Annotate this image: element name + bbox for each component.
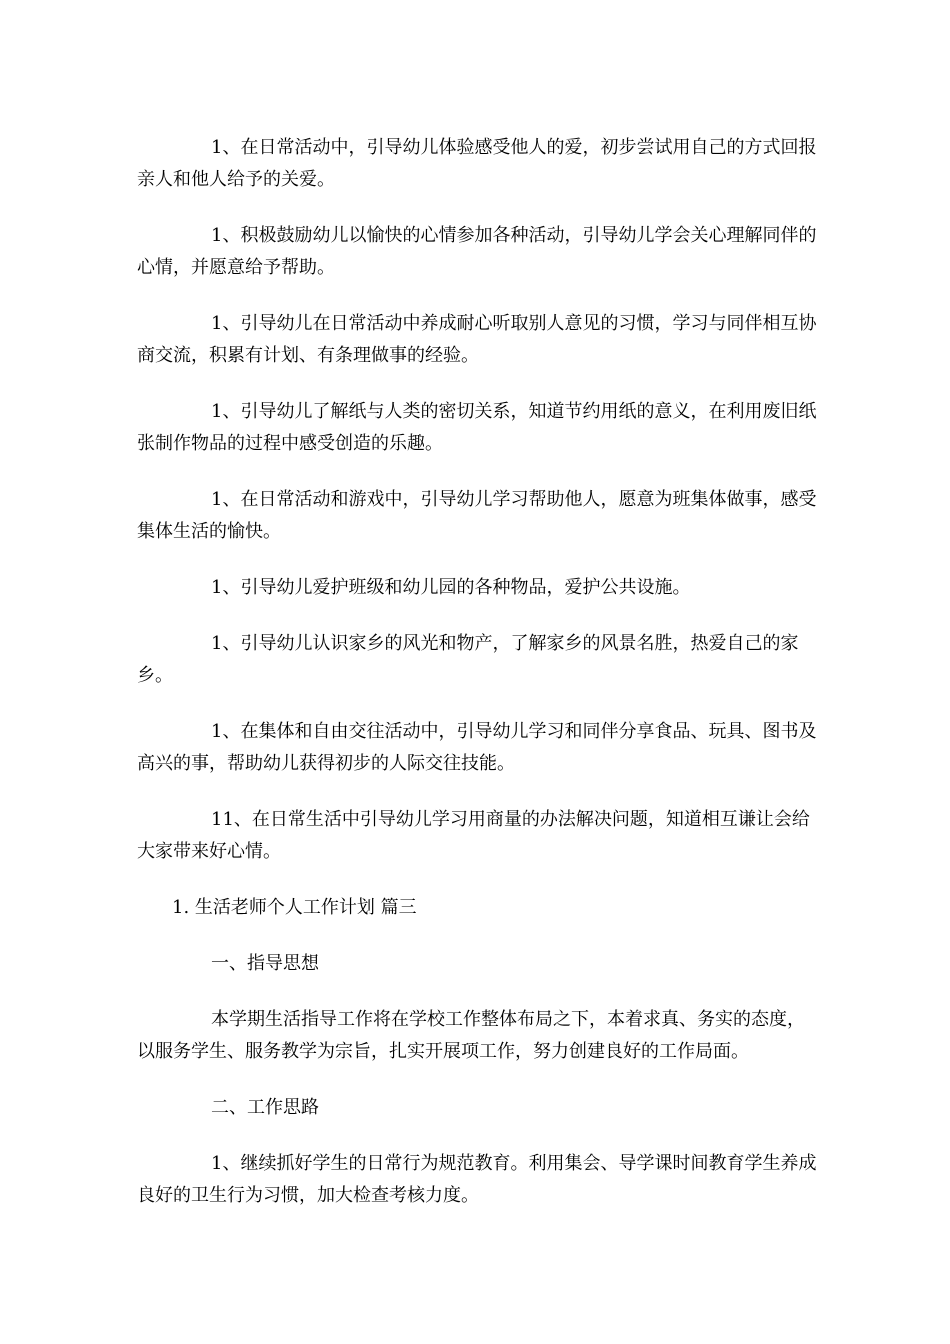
paragraph-7: 1、引导幼儿认识家乡的风光和物产，了解家乡的风景名胜，热爱自己的家乡。 — [137, 633, 799, 686]
paragraph-1: 1、在日常活动中，引导幼儿体验感受他人的爱，初步尝试用自己的方式回报亲人和他人给予的关爱。 — [137, 137, 817, 190]
paragraph-6: 1、引导幼儿爱护班级和幼儿园的各种物品，爱护公共设施。 — [211, 577, 691, 598]
paragraph-4: 1、引导幼儿了解纸与人类的密切关系，知道节约用纸的意义，在利用废旧纸张制作物品的过程中感受创造的乐趣。 — [137, 401, 817, 454]
paragraph-5: 1、在日常活动和游戏中，引导幼儿学习帮助他人，愿意为班集体做事，感受集体生活的愉快。 — [137, 489, 817, 542]
heading-work-approach: 二、工作思路 — [211, 1097, 319, 1118]
paragraph-3: 1、引导幼儿在日常活动中养成耐心听取别人意见的习惯，学习与同伴相互协商交流，积累有计划、有条理做事的经验。 — [137, 313, 817, 366]
paragraph-guiding-thought: 本学期生活指导工作将在学校工作整体布局之下，本着求真、务实的态度，以服务学生、服务教学为宗旨，扎实开展项工作，努力创建良好的工作局面。 — [137, 1009, 805, 1062]
paragraph-9: 11、在日常生活中引导幼儿学习用商量的办法解决问题，知道相互谦让会给大家带来好心情。 — [137, 809, 810, 862]
heading-guiding-thought: 一、指导思想 — [211, 953, 319, 974]
paragraph-work-approach: 1、继续抓好学生的日常行为规范教育。利用集会、导学课时间教育学生养成良好的卫生行为习惯，加大检查考核力度。 — [137, 1153, 817, 1206]
section-title: 1. 生活老师个人工作计划 篇三 — [172, 897, 417, 918]
paragraph-8: 1、在集体和自由交往活动中，引导幼儿学习和同伴分享食品、玩具、图书及高兴的事，帮助幼儿获得初步的人际交往技能。 — [137, 721, 817, 774]
paragraph-2: 1、积极鼓励幼儿以愉快的心情参加各种活动，引导幼儿学会关心理解同伴的心情，并愿意给予帮助。 — [137, 225, 817, 278]
